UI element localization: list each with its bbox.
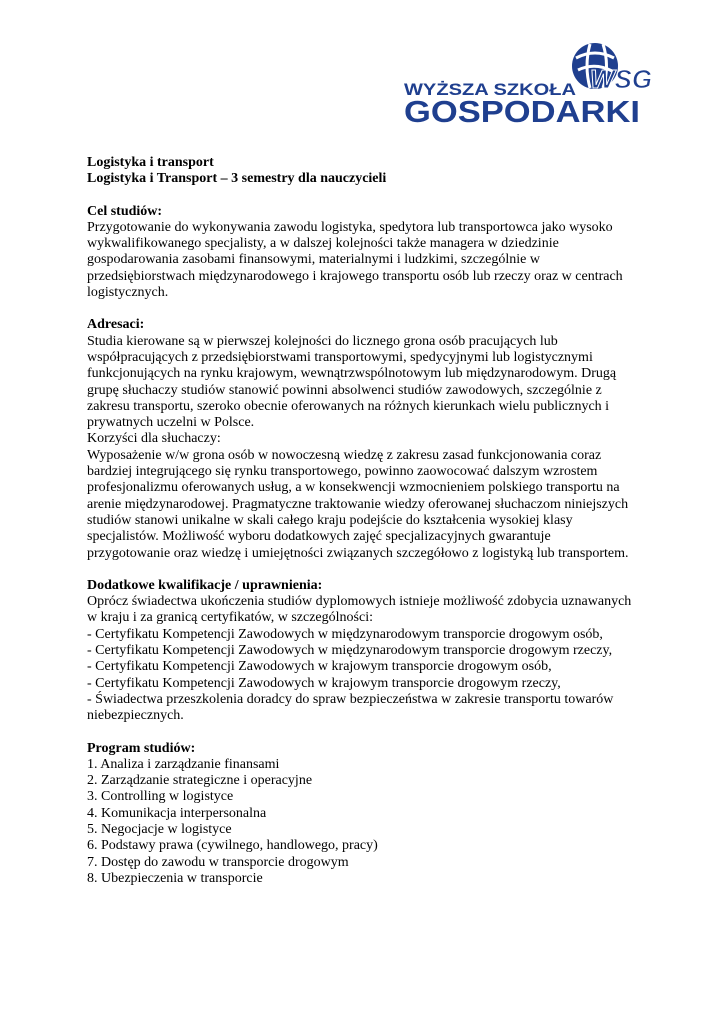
list-item: 2. Zarządzanie strategiczne i operacyjne bbox=[87, 773, 313, 789]
list-item: 3. Controlling w logistyce bbox=[87, 789, 234, 805]
list-item: - Świadectwa przeszkolenia doradcy do spraw bezpieczeństwa w zakresie transportu towarów niebezpiecznych. bbox=[87, 691, 614, 724]
document-body bbox=[87, 155, 632, 887]
title-sub: Logistyka i Transport – 3 semestry dla nauczycieli bbox=[87, 171, 387, 187]
section-kwalifikacje bbox=[87, 578, 632, 725]
kwalifikacje-intro: Oprócz świadectwa ukończenia studiów dyplomowych istnieje możliwość zdobycia uznawanych w kraju i za granicą certyfikatów, w szczególności: bbox=[87, 594, 632, 626]
cel-text: Przygotowanie do wykonywania zawodu logistyka, spedytora lub transportowca jako wysoko wykwalifikowanego specjalisty, a w dalszej kolejności także managera w dziedzinie gospodarowania zasobami finansowymi, materialnymi i ludzkimi, szczególnie w przedsiębiorstwach międzynarodowego i krajowego transportu osób lub rzeczy oraz w centrach logistycznych. bbox=[87, 219, 623, 301]
document-titles bbox=[87, 155, 632, 188]
list-item: - Certyfikatu Kompetencji Zawodowych w międzynarodowym transporcie drogowym osób, bbox=[87, 626, 603, 642]
kwalifikacje-list bbox=[87, 627, 632, 725]
program-list bbox=[87, 757, 632, 887]
heading-kwalifikacje: Dodatkowe kwalifikacje / uprawnienia: bbox=[87, 577, 323, 593]
section-adresaci bbox=[87, 317, 632, 561]
list-item: 7. Dostęp do zawodu w transporcie drogowym bbox=[87, 854, 349, 870]
adresaci-text: Studia kierowane są w pierwszej kolejności do licznego grona osób pracujących lub współpracujących z przedsiębiorstwami transportowymi, spedycyjnymi lub logistycznymi funkcjonujących na rynku krajowym, wewnątrzwspólnotowym lub międzynarodowym. Drugą grupę słuchaczy studiów stanowić powinni absolwenci studiów zawodowych, szczególnie z zakresu transportu, szeroko obecnie oferowanych na różnych kierunkach wielu publicznych i prywatnych uczelni w Polsce. bbox=[87, 333, 617, 431]
title-main: Logistyka i transport bbox=[87, 155, 214, 170]
list-item: - Certyfikatu Kompetencji Zawodowych w krajowym transporcie drogowym rzeczy, bbox=[87, 675, 561, 691]
list-item: 1. Analiza i zarządzanie finansami bbox=[87, 756, 280, 772]
logo-line1: WYŻSZA SZKOŁA bbox=[404, 80, 576, 99]
list-item: 5. Negocjacje w logistyce bbox=[87, 821, 232, 837]
list-item: - Certyfikatu Kompetencji Zawodowych w międzynarodowym transporcie drogowym rzeczy, bbox=[87, 643, 613, 659]
university-logo bbox=[400, 40, 653, 130]
logo-graphic bbox=[400, 40, 653, 130]
heading-cel: Cel studiów: bbox=[87, 203, 163, 219]
section-program bbox=[87, 741, 632, 888]
list-item: 6. Podstawy prawa (cywilnego, handlowego, pracy) bbox=[87, 838, 378, 854]
korzysci-label: Korzyści dla słuchaczy: bbox=[87, 431, 221, 447]
heading-program: Program studiów: bbox=[87, 740, 196, 756]
section-cel bbox=[87, 204, 632, 302]
list-item: - Certyfikatu Kompetencji Zawodowych w krajowym transporcie drogowym osób, bbox=[87, 659, 552, 675]
logo-badge-text: WSG bbox=[590, 64, 653, 94]
list-item: 4. Komunikacja interpersonalna bbox=[87, 805, 267, 821]
logo-line2: GOSPODARKI bbox=[404, 94, 640, 129]
list-item: 8. Ubezpieczenia w transporcie bbox=[87, 870, 263, 886]
korzysci-text: Wyposażenie w/w grona osób w nowoczesną wiedzę z zakresu zasad funkcjonowania coraz bardziej integrującego się rynku transportowego, powinno zaowocować dalszym wzrostem profesjonalizmu oferowanych usług, a w konsekwencji wzmocnieniem polskiego transportu na arenie międzynarodowej. Pragmatyczne traktowanie wiedzy oferowanej słuchaczom niniejszych studiów stanowi unikalne w skali całego kraju podejście do kształcenia wysokiej klasy specjalistów. Możliwość wyboru dodatkowych zajęć specjalizacyjnych gwarantuje przygotowanie oraz wiedzę i umiejętności związanych szczegółowo z logistyką lub transportem. bbox=[87, 447, 629, 561]
heading-adresaci: Adresaci: bbox=[87, 317, 145, 333]
